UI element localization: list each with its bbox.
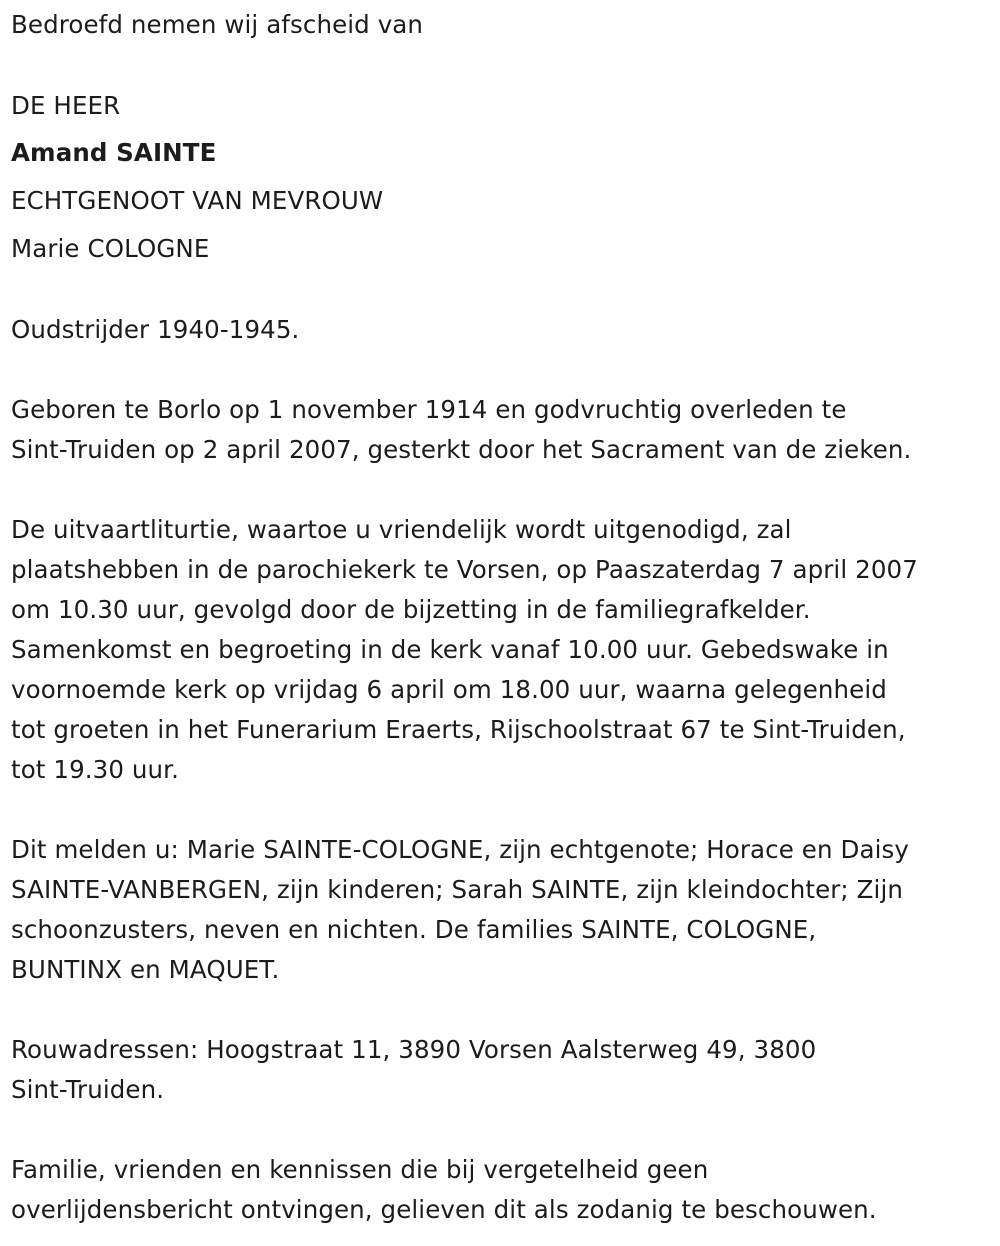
paragraph-line: plaatshebben in de parochiekerk te Vorsen, op Paaszaterdag 7 april 2007 bbox=[11, 555, 918, 584]
paragraph-line: Geboren te Borlo op 1 november 1914 en godvruchtig overleden te bbox=[11, 395, 847, 424]
paragraph-line: om 10.30 uur, gevolgd door de bijzetting in de familiegrafkelder. bbox=[11, 595, 811, 624]
paragraph-line: Sint-Truiden. bbox=[11, 1075, 165, 1104]
paragraph-line: voornoemde kerk op vrijdag 6 april om 18.00 uur, waarna gelegenheid bbox=[11, 675, 887, 704]
paragraph-line: Rouwadressen: Hoogstraat 11, 3890 Vorsen Aalsterweg 49, 3800 bbox=[11, 1035, 817, 1064]
paragraph-line: Samenkomst en begroeting in de kerk vanaf 10.00 uur. Gebedswake in bbox=[11, 635, 889, 664]
paragraph-line: De uitvaartliturtie, waartoe u vriendelijk wordt uitgenodigd, zal bbox=[11, 515, 792, 544]
veteran-text: Oudstrijder 1940-1945. bbox=[11, 315, 300, 344]
deceased-name: Amand SAINTE bbox=[11, 138, 217, 167]
spouse-label: ECHTGENOOT VAN MEVROUW bbox=[11, 186, 384, 215]
intro-text: Bedroefd nemen wij afscheid van bbox=[11, 10, 424, 39]
paragraph-line: schoonzusters, neven en nichten. De families SAINTE, COLOGNE, bbox=[11, 915, 817, 944]
paragraph-line: Familie, vrienden en kennissen die bij vergetelheid geen bbox=[11, 1155, 709, 1184]
spouse-name: Marie COLOGNE bbox=[11, 234, 210, 263]
title-prefix: DE HEER bbox=[11, 91, 121, 120]
paragraph-line: overlijdensbericht ontvingen, gelieven dit als zodanig te beschouwen. bbox=[11, 1195, 877, 1224]
paragraph-line: Dit melden u: Marie SAINTE-COLOGNE, zijn echtgenote; Horace en Daisy bbox=[11, 835, 909, 864]
paragraph-line: tot groeten in het Funerarium Eraerts, Rijschoolstraat 67 te Sint-Truiden, bbox=[11, 715, 906, 744]
paragraph-line: BUNTINX en MAQUET. bbox=[11, 955, 280, 984]
paragraph-line: Sint-Truiden op 2 april 2007, gesterkt door het Sacrament van de zieken. bbox=[11, 435, 912, 464]
paragraph-line: SAINTE-VANBERGEN, zijn kinderen; Sarah SAINTE, zijn kleindochter; Zijn bbox=[11, 875, 904, 904]
paragraph-line: tot 19.30 uur. bbox=[11, 755, 179, 784]
